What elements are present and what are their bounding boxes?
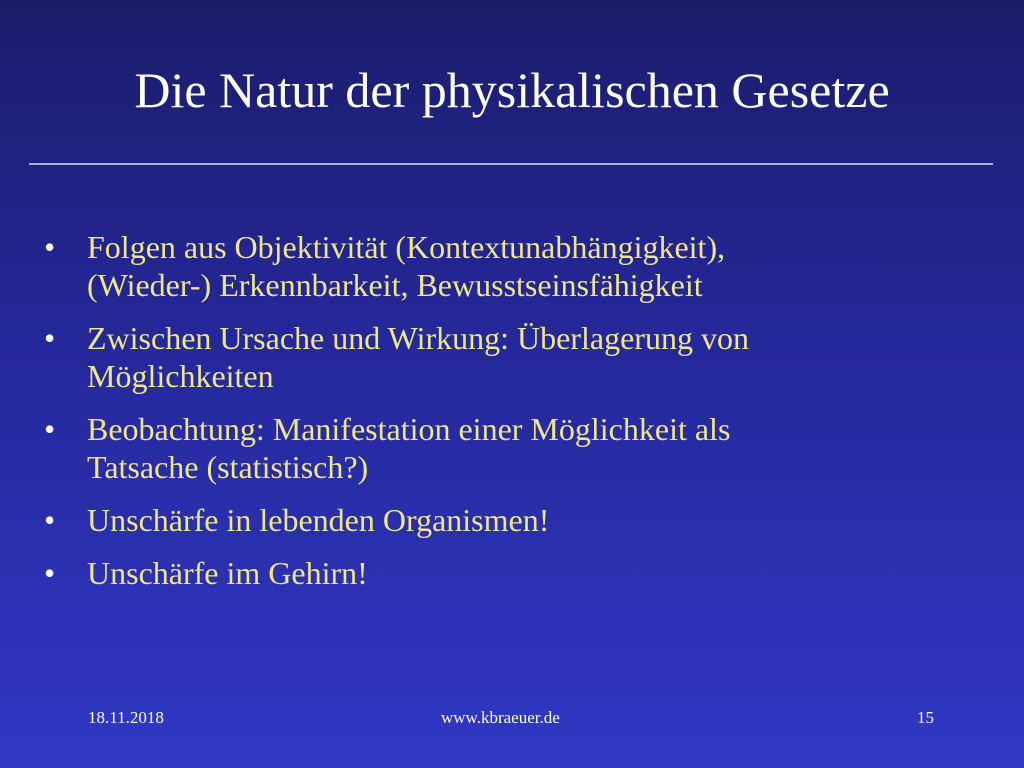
page-number: 15: [917, 708, 934, 727]
bullet-item: [44, 554, 974, 592]
bullet-line: Unschärfe in lebenden Organismen!: [87, 502, 550, 538]
footer-url: www.kbraeuer.de: [441, 708, 560, 727]
bullet-list: [44, 228, 974, 607]
bullet-icon: •: [44, 411, 56, 447]
bullet-line: (Wieder-) Erkennbarkeit, Bewusstseinsfähigkeit: [87, 267, 703, 303]
bullet-line: Möglichkeiten: [87, 358, 274, 394]
bullet-icon: •: [44, 555, 56, 591]
title-divider: [29, 163, 993, 165]
bullet-line: Unschärfe im Gehirn!: [87, 555, 368, 591]
slide-title: Die Natur der physikalischen Gesetze: [134, 62, 890, 118]
bullet-item: [44, 228, 974, 304]
bullet-line: Zwischen Ursache und Wirkung: Überlagerung von: [87, 320, 749, 356]
bullet-icon: •: [44, 502, 56, 538]
bullet-item: [44, 410, 974, 486]
bullet-line: Tatsache (statistisch?): [87, 449, 369, 485]
bullet-item: [44, 501, 974, 539]
bullet-item: [44, 319, 974, 395]
bullet-icon: •: [44, 229, 56, 265]
footer-date: 18.11.2018: [88, 708, 164, 727]
bullet-line: Beobachtung: Manifestation einer Möglichkeit als: [87, 411, 731, 447]
bullet-line: Folgen aus Objektivität (Kontextunabhängigkeit),: [87, 229, 726, 265]
bullet-icon: •: [44, 320, 56, 356]
